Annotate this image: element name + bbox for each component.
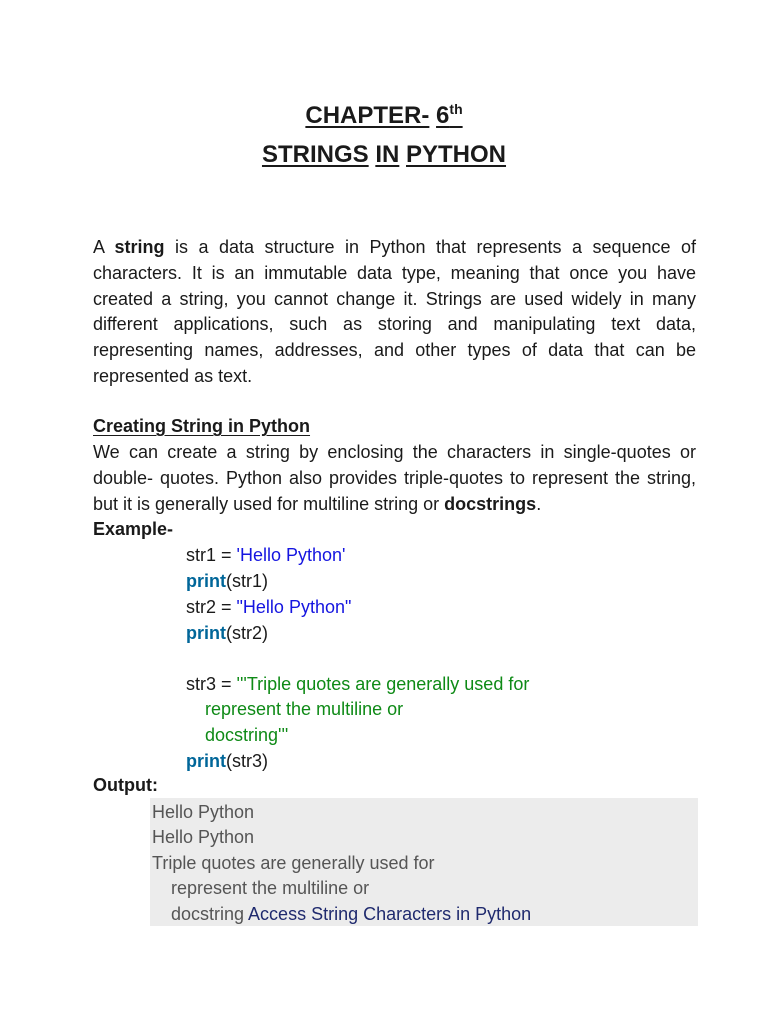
section-bold-term: docstrings	[444, 493, 537, 514]
example-label: Example-	[93, 519, 174, 539]
output-line-2: Hello Python	[152, 827, 255, 848]
chapter-number: 6th	[436, 101, 463, 129]
code-line-8: print(str3)	[186, 751, 268, 771]
chapter-heading	[0, 90, 768, 135]
subtitle-word-2: IN	[375, 141, 400, 168]
output-line-1: Hello Python	[152, 802, 255, 822]
output-lines	[152, 800, 531, 927]
subtitle-word-1: STRINGS	[261, 141, 369, 168]
subtitle-word-3: PYTHON	[406, 141, 507, 168]
code-line-5: str3 = '''Triple quotes are generally used for	[186, 674, 530, 694]
code-line-7: docstring'''	[205, 725, 289, 745]
output-line-3: Triple quotes are generally used for	[152, 852, 435, 873]
section-paragraph: We can create a string by enclosing the characters in single-quotes or double- quotes. Python also provides triple-quotes to represent the string, but it is generally used for multiline string or docstrings.	[93, 442, 696, 514]
code-line-4: print(str2)	[186, 623, 268, 643]
section-heading: Creating String in Python	[93, 416, 311, 436]
output-label: Output:	[93, 775, 158, 795]
next-section-link[interactable]: Access String Characters in Python	[248, 903, 532, 924]
code-line-3: str2 = "Hello Python"	[186, 597, 352, 617]
intro-bold-term: string	[114, 237, 165, 257]
page-title	[0, 90, 768, 174]
chapter-label: CHAPTER-	[305, 102, 430, 129]
code-line-1: str1 = 'Hello Python'	[186, 545, 346, 565]
code-line-6: represent the multiline or	[205, 699, 404, 719]
chapter-subtitle	[0, 135, 768, 174]
output-line-4: represent the multiline or	[171, 878, 370, 899]
intro-paragraph: A string is a data structure in Python that represents a sequence of characters. It is an immutable data type, meaning that once you have created a string, you cannot change it. Strings are used widely in many different applications, such as storing and manipulating text data, representing names, addresses, and other types of data that can be represented as text.	[93, 237, 697, 386]
code-line-2: print(str1)	[186, 571, 268, 591]
output-line-5: docstring Access String Characters in Python	[171, 903, 532, 924]
